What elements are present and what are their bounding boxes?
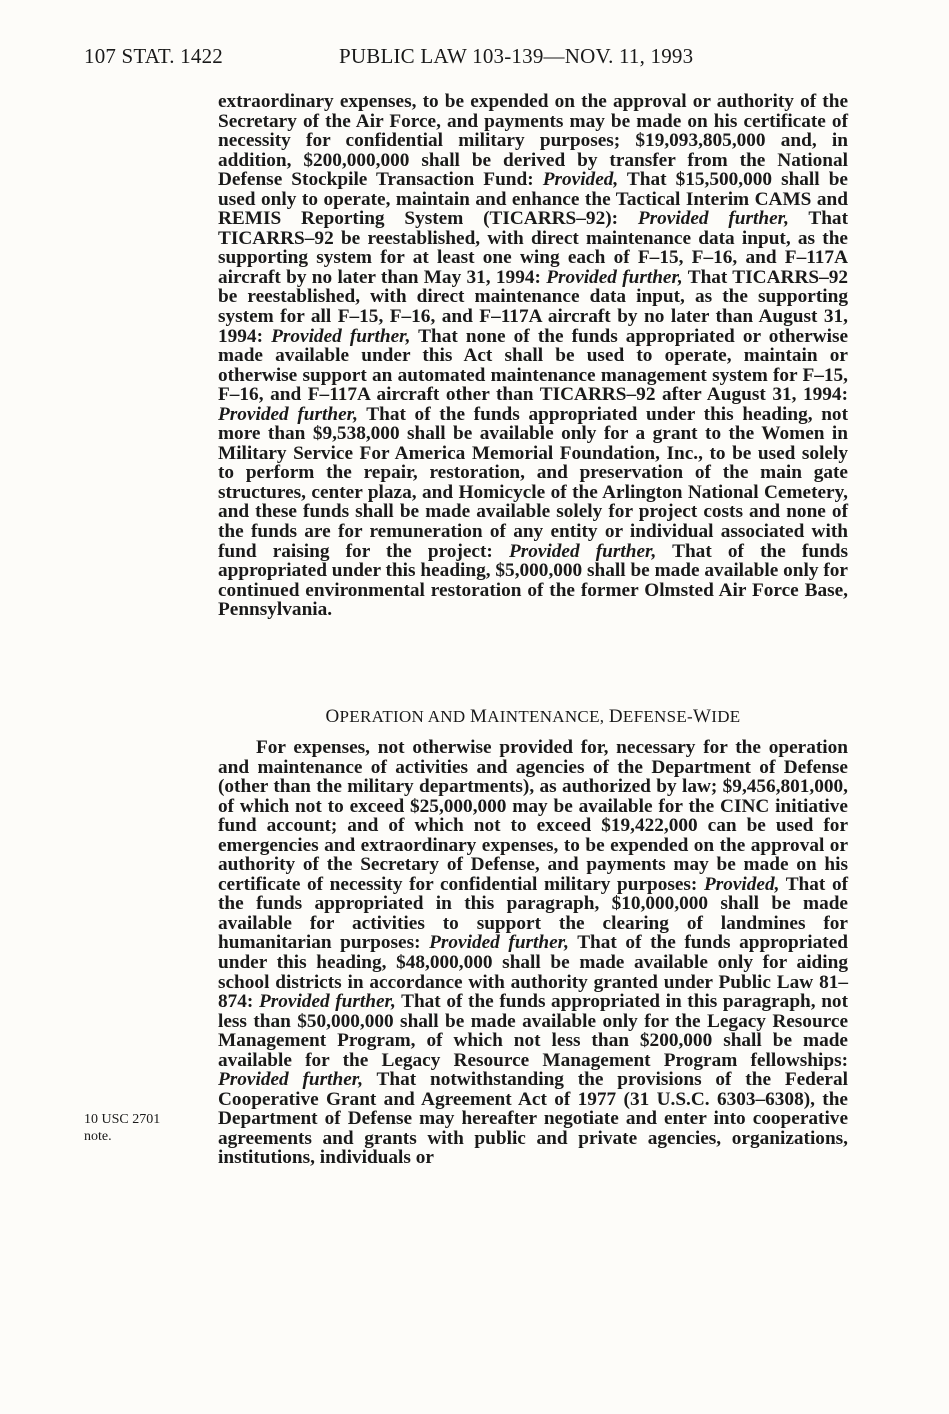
provided-italic: Provided further, xyxy=(218,403,358,425)
heading-cap: M xyxy=(470,706,488,727)
text-run: That of the funds appropriated in this paragraph, not less than $50,000,000 shall be made available only for the Legacy Resource Management Program, of which not less than $200,000 shall be made available for the Legacy Resource Management Program fellowships: xyxy=(218,991,848,1071)
body-paragraph-2 xyxy=(218,738,848,1168)
heading-smallcaps: AINTENANCE, xyxy=(487,707,609,726)
margin-note-label: note. xyxy=(84,1129,112,1144)
heading-smallcaps: EFENSE- xyxy=(622,707,693,726)
text-run: For expenses, not otherwise provided for, necessary for the operation and maintenance of activities and agencies of the Department of Defense (other than the military departments), as authorized by law; $9,456,801,000, of which not to exceed $25,000,000 may be available for the CINC initiative fund account; and of which not to exceed $19,422,000 can be used for emergencies and extraordinary expenses, to be expended on the approval or authority of the Secretary of Defense, and payments may be made on his certificate of necessity for confidential military purposes: xyxy=(218,737,848,895)
statute-page-number: 107 STAT. 1422 xyxy=(84,44,223,68)
provided-italic: Provided further, xyxy=(637,208,789,230)
public-law-title: PUBLIC LAW 103-139—NOV. 11, 1993 xyxy=(339,44,694,68)
provided-italic: Provided further, xyxy=(271,325,411,347)
text-run: That TICARRS–92 be reestablished, with direct maintenance data input, as the supporting system for at least one wing each of F–15, F–16, and F–117A aircraft by no later than May 31, 1994: xyxy=(218,208,848,288)
heading-smallcaps: IDE xyxy=(711,707,741,726)
provided-italic: Provided, xyxy=(703,873,780,895)
margin-note-citation: 10 USC 2701 xyxy=(84,1112,161,1127)
text-run: That of the funds appropriated under this heading, not more than $9,538,000 shall be available only for a grant to the Women in Military Service For America Memorial Foundation, Inc., to be used solely to perform the repair, restoration, and preservation of the main gate structures, center plaza, and Homicycle of the Arlington National Cemetery, and these funds shall be made available solely for project costs and none of the funds are for remuneration of any entity or individual associated with fund raising for the project: xyxy=(218,403,848,562)
text-run: That of the funds appropriated under this heading, $5,000,000 shall be made available only for continued environmental restoration of the former Olmsted Air Force Base, Pennsylvania. xyxy=(218,540,848,621)
body-paragraph-1 xyxy=(218,92,848,620)
provided-italic: Provided further, xyxy=(258,991,396,1013)
text-run: That notwithstanding the provisions of the Federal Cooperative Grant and Agreement Act of 1977 (31 U.S.C. 6303–6308), the Department of Defense may hereafter negotiate and enter into cooperative agreements and grants with public and private agencies, organizations, institutions, individuals or xyxy=(218,1069,848,1169)
provided-italic: Provided further, xyxy=(508,540,657,562)
provided-italic: Provided, xyxy=(542,169,619,191)
text-run: That of the funds appropriated in this paragraph, $10,000,000 shall be made available for activities to support the clearing of landmines for humanitarian purposes: xyxy=(218,873,849,954)
text-run: extraordinary expenses, to be expended on the approval or authority of the Secretary of the Air Force, and payments may be made on his certificate of necessity for confidential military purposes; $19,093,805,000 and, in addition, $200,000,000 shall be derived by transfer from the National Defense Stockpile Transaction Fund: xyxy=(218,91,848,191)
provided-italic: Provided further, xyxy=(546,266,683,288)
text-run: That TICARRS–92 be reestablished, with direct maintenance data input, as the supporting system for all F–15, F–16, and F–117A aircraft by no later than August 31, 1994: xyxy=(218,266,849,347)
heading-smallcaps: PERATION AND xyxy=(339,707,471,726)
margin-note xyxy=(84,1111,160,1145)
heading-cap: D xyxy=(608,706,623,727)
heading-cap: W xyxy=(693,706,712,727)
text-run: That of the funds appropriated under this heading, $48,000,000 shall be made available only for aiding school districts in accordance with authority granted under Public Law 81–874: xyxy=(218,932,848,1013)
section-heading xyxy=(218,706,848,728)
provided-italic: Provided further, xyxy=(429,932,569,954)
text-run: That none of the funds appropriated or otherwise made available under this Act shall be used to operate, maintain or otherwise support an automated maintenance management system for F–15, F–16, and F–117A aircraft other than TICARRS–92 after August 31, 1994: xyxy=(218,325,849,406)
provided-italic: Provided further, xyxy=(218,1069,364,1091)
text-run: That $15,500,000 shall be used only to operate, maintain and enhance the Tactical Interim CAMS and REMIS Reporting System (TICARRS–92): xyxy=(218,169,848,230)
heading-cap: O xyxy=(325,706,340,727)
